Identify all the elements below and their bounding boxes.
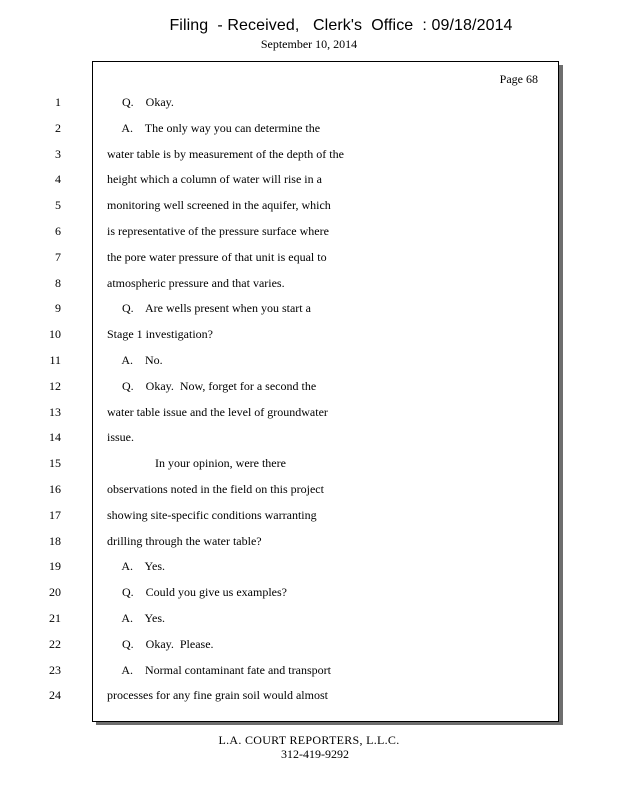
transcript-line	[55, 120, 558, 137]
line-number: 4	[55, 172, 61, 187]
transcript-line	[49, 378, 558, 395]
line-text: the pore water pressure of that unit is equal to	[107, 249, 327, 264]
transcript-line	[49, 585, 558, 601]
line-number: 24	[49, 688, 61, 703]
line-number: 2	[55, 120, 61, 135]
line-number: 22	[49, 636, 61, 651]
transcript-line	[49, 456, 558, 472]
line-number: 13	[49, 404, 61, 419]
line-text: drilling through the water table?	[107, 533, 262, 548]
line-number: 23	[49, 662, 61, 677]
line-text: processes for any fine grain soil would almost	[107, 688, 328, 703]
transcript-line	[49, 533, 558, 550]
line-number: 7	[55, 249, 61, 264]
transcript-line	[49, 662, 558, 679]
line-number: 18	[49, 533, 61, 548]
line-text: A. Normal contaminant fate and transport	[107, 662, 331, 677]
line-text: A. Yes.	[107, 559, 166, 574]
line-text: Stage 1 investigation?	[107, 327, 213, 342]
transcript-box	[49, 61, 559, 722]
line-text: issue.	[107, 430, 134, 445]
line-number: 16	[49, 482, 61, 496]
line-number: 14	[49, 430, 61, 445]
line-text: height which a column of water will rise in a	[107, 172, 322, 187]
line-text: monitoring well screened in the aquifer, which	[107, 198, 331, 213]
line-number: 9	[55, 301, 61, 316]
line-number: 8	[55, 275, 61, 290]
line-text: observations noted in the field on this project	[107, 482, 324, 496]
transcript-line	[55, 301, 558, 317]
transcript-line	[55, 172, 558, 188]
line-text: water table is by measurement of the depth of the	[107, 146, 344, 161]
line-number: 19	[49, 559, 61, 574]
line-number: 20	[49, 585, 61, 600]
line-number: 5	[55, 198, 61, 213]
line-number: 17	[49, 507, 61, 522]
transcript-line	[49, 688, 558, 704]
transcript-line	[55, 275, 558, 292]
line-number: 21	[49, 611, 61, 625]
line-text: showing site-specific conditions warranting	[107, 507, 317, 522]
line-text: A. Yes.	[107, 611, 166, 625]
court-reporter-phone: 312-419-9292	[281, 747, 349, 761]
line-number: 11	[49, 353, 61, 367]
court-reporter-company: L.A. COURT REPORTERS, L.L.C.	[218, 733, 400, 747]
line-text: Q. Okay. Please.	[107, 636, 214, 651]
line-number: 12	[49, 378, 61, 393]
line-text: Q. Are wells present when you start a	[107, 301, 311, 316]
transcript-line	[49, 559, 558, 575]
line-number: 15	[49, 456, 61, 471]
transcript-line	[49, 636, 558, 653]
line-text: water table issue and the level of groundwater	[107, 404, 328, 419]
deposition-date: September 10, 2014	[260, 37, 358, 51]
page-number: Page 68	[499, 72, 538, 86]
line-text: is representative of the pressure surface where	[107, 224, 329, 238]
transcript-line	[49, 482, 558, 498]
line-number: 3	[55, 146, 61, 161]
line-text: A. The only way you can determine the	[107, 120, 321, 135]
line-text: atmospheric pressure and that varies.	[107, 275, 285, 290]
transcript-line	[49, 404, 558, 421]
transcript-line	[55, 198, 558, 214]
transcript-line	[49, 507, 558, 524]
transcript-line	[55, 224, 558, 240]
line-text: A. No.	[107, 353, 163, 367]
transcript-line	[55, 249, 558, 266]
line-text: Q. Okay. Now, forget for a second the	[107, 378, 317, 393]
line-number: 6	[55, 224, 61, 238]
line-number: 10	[49, 327, 61, 342]
transcript-line	[55, 95, 558, 111]
transcript-line	[49, 430, 558, 446]
line-text: In your opinion, were there	[107, 456, 286, 471]
transcript-line	[49, 327, 558, 343]
transcript-line	[49, 353, 558, 369]
transcript-line	[49, 611, 558, 627]
line-text: Q. Okay.	[107, 95, 174, 109]
line-number: 1	[55, 95, 61, 109]
transcript-line	[55, 146, 558, 163]
line-text: Q. Could you give us examples?	[107, 585, 287, 600]
filing-stamp: Filing - Received, Clerk's Office : 09/18/2014	[169, 17, 513, 34]
